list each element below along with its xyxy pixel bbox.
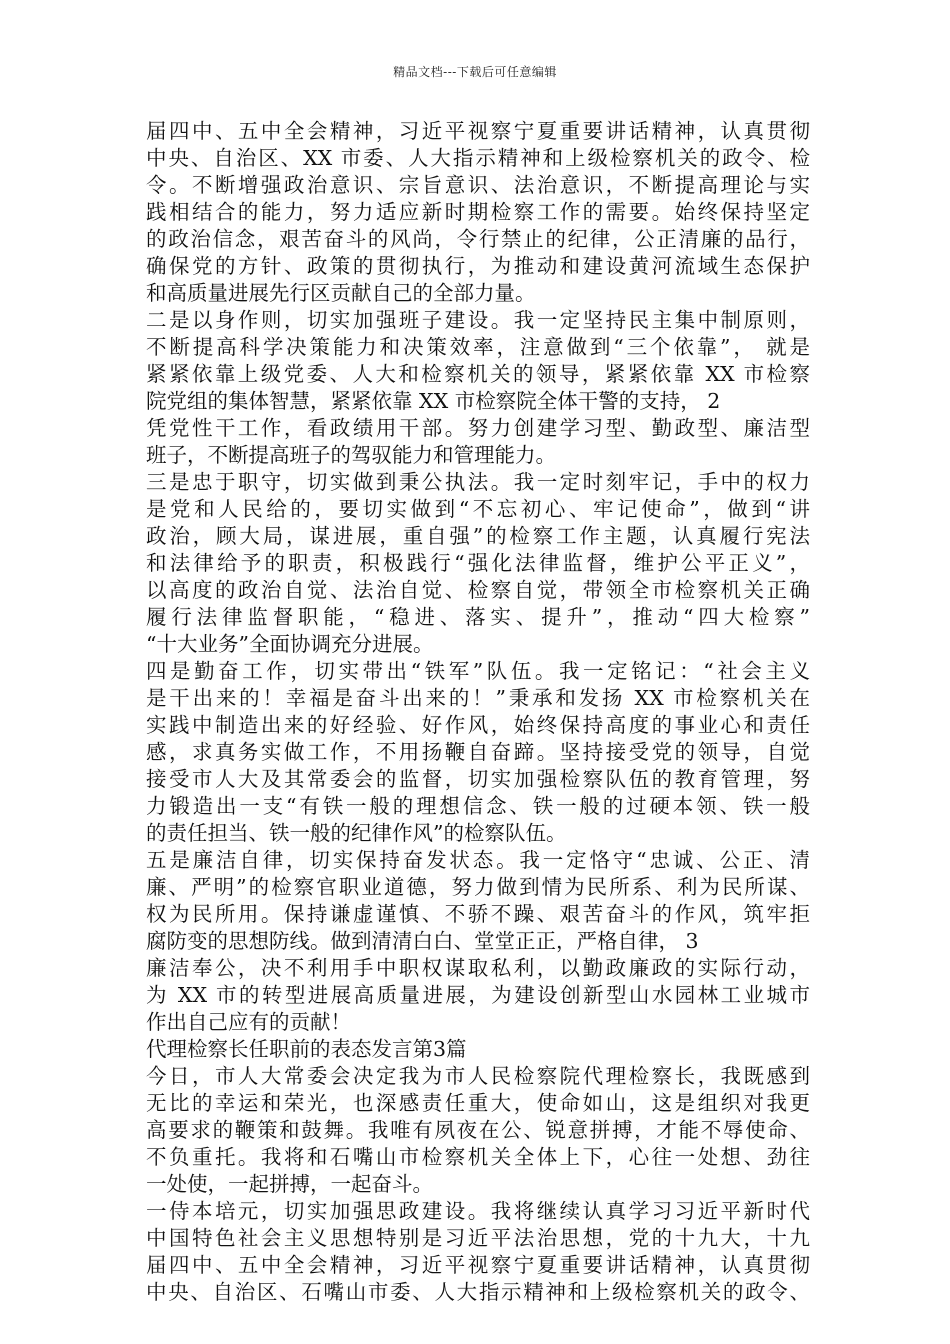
text-line: 是干出来的！幸福是奋斗出来的！”秉承和发扬 XX 市检察机关在 [146,686,810,710]
text-line: 中央、自治区、XX 市委、人大指示精神和上级检察机关的政令、检 [146,146,810,170]
page-header: 精品文档---下载后可任意编辑 [393,65,557,79]
text-line: 践相结合的能力，努力适应新时期检察工作的需要。始终保持坚定 [146,200,810,224]
text-line: 的责任担当、铁一般的纪律作风”的检察队伍。 [146,821,567,845]
text-line: 代理检察长任职前的表态发言第3篇 [146,1037,467,1061]
document-body [146,118,810,1306]
text-line: 不负重托。我将和石嘴山市检察机关全体上下，心往一处想、劲往 [146,1145,810,1169]
text-line: 今日，市人大常委会决定我为市人民检察院代理检察长，我既感到 [146,1064,810,1088]
text-line: 班子，不断提高班子的驾驭能力和管理能力。 [146,443,556,467]
text-line: 一侍本培元，切实加强思政建设。我将继续认真学习习近平新时代 [146,1199,810,1223]
text-line: 履行法律监督职能，“稳进、落实、提升”，推动“四大检察” [146,605,810,629]
text-line: 紧紧依靠上级党委、人大和检察机关的领导，紧紧依靠 XX 市检察 [146,362,810,386]
text-line: 凭党性干工作，看政绩用干部。努力创建学习型、勤政型、廉洁型 [146,416,810,440]
text-line: 高要求的鞭策和鼓舞。我唯有夙夜在公、锐意拼搏，才能不辱使命、 [146,1118,810,1142]
text-line: 以高度的政治自觉、法治自觉、检察自觉，带领全市检察机关正确 [146,578,810,602]
text-line: 二是以身作则，切实加强班子建设。我一定坚持民主集中制原则， [146,308,810,332]
text-line: 中国特色社会主义思想特别是习近平法治思想，党的十九大，十九 [146,1226,810,1250]
text-line: 廉洁奉公，决不利用手中职权谋取私利，以勤政廉政的实际行动， [146,956,810,980]
text-line: 感，求真务实做工作，不用扬鞭自奋蹄。坚持接受党的领导，自觉 [146,740,810,764]
text-line: 中央、自治区、石嘴山市委、人大指示精神和上级检察机关的政令、 [146,1280,810,1304]
text-line: 的政治信念，艰苦奋斗的风尚，令行禁止的纪律，公正清廉的品行， [146,227,810,251]
text-line: 一处使，一起拼搏，一起奋斗。 [146,1172,433,1196]
text-line: 作出自己应有的贡献！ [146,1010,351,1034]
text-line: 力锻造出一支“有铁一般的理想信念、铁一般的过硬本领、铁一般 [146,794,810,818]
text-line: 政治，顾大局，谋进展，重自强”的检察工作主题，认真履行宪法 [146,524,810,548]
text-line: 腐防变的思想防线。做到清清白白、堂堂正正，严格自律， 3 [146,929,699,953]
text-line: “十大业务”全面协调充分进展。 [146,632,434,656]
text-line: 五是廉洁自律，切实保持奋发状态。我一定恪守“忠诚、公正、清 [146,848,810,872]
text-line: 和法律给予的职责，积极践行“强化法律监督，维护公平正义”， [146,551,810,575]
text-line: 令。不断增强政治意识、宗旨意识、法治意识，不断提高理论与实 [146,173,810,197]
text-line: 廉、严明”的检察官职业道德，努力做到情为民所系、利为民所谋、 [146,875,810,899]
text-line: 接受市人大及其常委会的监督，切实加强检察队伍的教育管理，努 [146,767,810,791]
text-line: 为 XX 市的转型进展高质量进展，为建设创新型山水园林工业城市 [146,983,810,1007]
text-line: 届四中、五中全会精神，习近平视察宁夏重要讲话精神，认真贯彻 [146,1253,810,1277]
text-line: 确保党的方针、政策的贯彻执行，为推动和建设黄河流域生态保护 [146,254,810,278]
text-line: 权为民所用。保持谦虚谨慎、不骄不躁、艰苦奋斗的作风，筑牢拒 [146,902,810,926]
text-line: 届四中、五中全会精神，习近平视察宁夏重要讲话精神，认真贯彻 [146,119,810,143]
text-line: 院党组的集体智慧，紧紧依靠 XX 市检察院全体干警的支持， 2 [146,389,721,413]
text-line: 三是忠于职守，切实做到秉公执法。我一定时刻牢记，手中的权力 [146,470,810,494]
text-line: 不断提高科学决策能力和决策效率，注意做到“三个依靠”， 就是 [146,335,810,359]
text-line: 实践中制造出来的好经验、好作风，始终保持高度的事业心和责任 [146,713,810,737]
text-line: 是党和人民给的，要切实做到“不忘初心、牢记使命”，做到“讲 [146,497,810,521]
text-line: 四是勤奋工作，切实带出“铁军”队伍。我一定铭记：“社会主义 [146,659,810,683]
text-line: 和高质量进展先行区贡献自己的全部力量。 [146,281,536,305]
text-line: 无比的幸运和荣光，也深感责任重大，使命如山，这是组织对我更 [146,1091,810,1115]
